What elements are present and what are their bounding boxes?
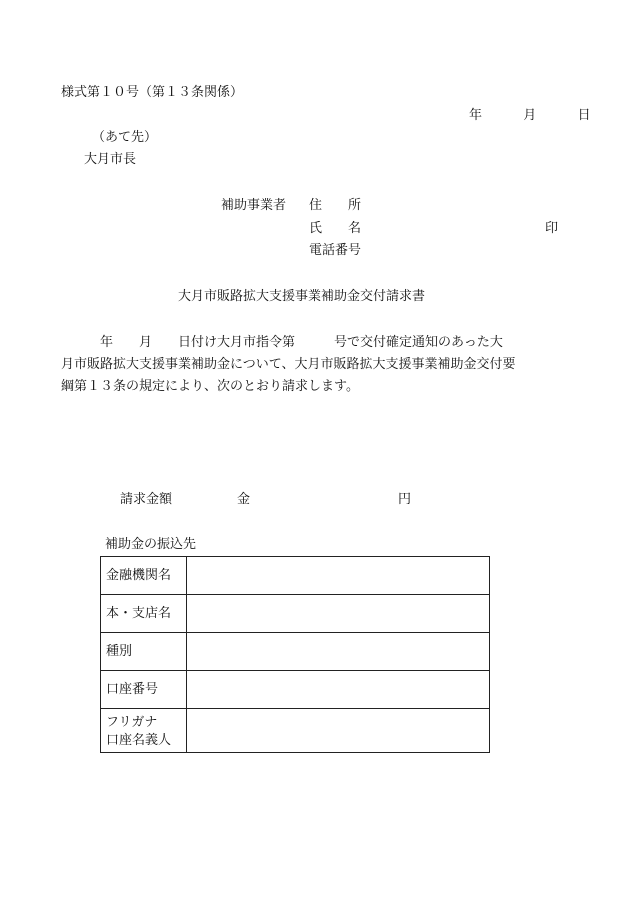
table-row [101, 633, 490, 671]
date-line [469, 107, 591, 125]
date-year: 年 [469, 108, 483, 123]
date-month: 月 [523, 108, 537, 123]
bank-name-field[interactable] [187, 557, 490, 595]
bank-name-label: 金融機関名 [101, 557, 187, 595]
name-label: 氏 名 [309, 221, 362, 236]
amount-unit: 円 [398, 492, 412, 507]
table-row [101, 671, 490, 709]
address-label: 住 所 [309, 198, 362, 213]
table-row [101, 709, 490, 753]
transfer-table [100, 556, 490, 753]
table-row [101, 595, 490, 633]
amount-prefix: 金 [237, 492, 251, 507]
seal-mark: 印 [545, 221, 559, 236]
account-holder-field[interactable] [187, 709, 490, 753]
body-line: 年 月 日付け大月市指令第 号で交付確定通知のあった大 [61, 335, 503, 350]
branch-name-field[interactable] [187, 595, 490, 633]
account-holder-label [101, 709, 187, 753]
account-number-field[interactable] [187, 671, 490, 709]
table-row [101, 557, 490, 595]
furigana-label: フリガナ [106, 714, 158, 730]
body-line: 綱第１３条の規定により、次のとおり請求します。 [61, 379, 359, 394]
amount-label: 請求金額 [120, 492, 173, 507]
addressee-prefix: （あて先） [92, 130, 158, 145]
account-holder-name-label: 口座名義人 [106, 732, 172, 748]
account-type-label: 種別 [101, 633, 187, 671]
addressee: 大月市長 [84, 152, 137, 167]
applicant-title: 補助事業者 [221, 198, 287, 213]
phone-label: 電話番号 [309, 243, 362, 258]
date-day: 日 [577, 108, 591, 123]
branch-name-label: 本・支店名 [101, 595, 187, 633]
body-text [61, 332, 577, 398]
transfer-heading: 補助金の振込先 [105, 537, 197, 552]
body-line: 月市販路拡大支援事業補助金について、大月市販路拡大支援事業補助金交付要 [61, 357, 516, 372]
form-number: 様式第１０号（第１３条関係） [61, 85, 244, 100]
document-title: 大月市販路拡大支援事業補助金交付請求書 [178, 289, 426, 304]
account-number-label: 口座番号 [101, 671, 187, 709]
account-type-field[interactable] [187, 633, 490, 671]
